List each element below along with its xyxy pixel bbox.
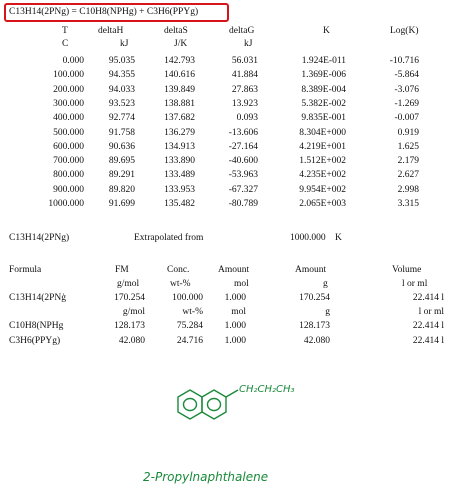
cell-dG: -67.327 (228, 184, 258, 195)
cell-logK: -1.269 (394, 98, 419, 109)
cell-T: 200.000 (53, 84, 84, 95)
cell-T: 300.000 (53, 98, 84, 109)
propyl-bond (226, 390, 238, 397)
cell-dH: 95.035 (108, 56, 135, 66)
cell-dH: 90.636 (108, 141, 135, 152)
cell-logK: -10.716 (389, 56, 419, 66)
cell-amount-g: 128.173 (299, 321, 330, 331)
cell-T: 400.000 (53, 113, 84, 124)
cell-K: 4.235E+002 (299, 170, 346, 181)
cell-dH: 89.291 (108, 170, 135, 181)
t2-header-conc: Conc. (167, 265, 190, 275)
col-header-logK: Log(K) (390, 26, 419, 36)
cell-dS: 133.890 (164, 156, 195, 167)
cell-K: 1.512E+002 (299, 156, 346, 167)
extrapolation-label: Extrapolated from (134, 233, 204, 243)
cell-dS: 137.682 (164, 113, 195, 124)
col-unit-deltaG: kJ (244, 39, 253, 49)
col-header-deltaG: deltaG (229, 26, 255, 36)
cell-volume: l or ml (418, 307, 444, 317)
t2-unit-volume: l or ml (402, 279, 428, 289)
col-unit-T: C (62, 39, 69, 49)
cell-dH: 89.695 (108, 156, 135, 167)
t2-header-amount-g: Amount (295, 265, 327, 275)
cell-amount-mol: 1.000 (224, 293, 246, 303)
naphthalene-ring-right (202, 390, 226, 419)
cell-volume: 22.414 l (412, 293, 444, 303)
t2-unit-fm: g/mol (117, 279, 140, 289)
cell-dG: 41.884 (231, 70, 258, 81)
aromatic-circle-right (208, 399, 221, 411)
cell-dG: 13.923 (231, 98, 258, 109)
cell-logK: 3.315 (397, 199, 419, 209)
cell-T: 600.000 (53, 141, 84, 152)
cell-dS: 136.279 (164, 127, 195, 138)
cell-logK: 2.998 (397, 184, 419, 195)
cell-T: 100.000 (53, 70, 84, 81)
t2-header-volume: Volume (392, 265, 422, 275)
cell-dH: 91.699 (108, 199, 135, 209)
cell-logK: -5.864 (394, 70, 419, 81)
cell-dS: 138.881 (164, 98, 195, 109)
cell-dH: 94.355 (108, 70, 135, 81)
col-unit-deltaH: kJ (120, 39, 129, 49)
cell-amount-g: 42.080 (303, 336, 330, 346)
cell-dH: 91.758 (108, 127, 135, 138)
compound-name-handwritten: 2-Propylnaphthalene (143, 470, 269, 484)
cell-fm: 42.080 (118, 336, 145, 346)
cell-logK: 1.625 (397, 141, 419, 152)
cell-dS: 142.793 (164, 56, 195, 66)
cell-K: 9.954E+002 (299, 184, 346, 195)
col-header-T: T (62, 26, 68, 36)
t2-header-formula: Formula (9, 265, 42, 275)
cell-volume: 22.414 l (412, 336, 444, 346)
naphthalene-ring-left (178, 390, 202, 419)
t2-unit-conc: wt-% (170, 279, 191, 289)
propyl-group-text: CH₂CH₂CH₃ (239, 384, 295, 395)
cell-amount-mol: 1.000 (224, 336, 246, 346)
cell-T: 500.000 (53, 127, 84, 138)
cell-dG: -53.963 (228, 170, 258, 181)
cell-dG: -27.164 (228, 141, 258, 152)
cell-dH: 93.523 (108, 98, 135, 109)
cell-dG: 27.863 (231, 84, 258, 95)
cell-dS: 134.913 (164, 141, 195, 152)
cell-K: 1.924E-011 (301, 56, 346, 66)
cell-T: 0.000 (62, 56, 84, 66)
cell-K: 2.065E+003 (299, 199, 346, 209)
cell-K: 8.304E+000 (299, 127, 346, 138)
cell-amount-mol: mol (231, 307, 246, 317)
cell-dS: 140.616 (164, 70, 195, 81)
cell-conc: 100.000 (172, 293, 203, 303)
cell-logK: 2.179 (397, 156, 419, 167)
cell-K: 5.382E-002 (301, 98, 346, 109)
cell-fm: g/mol (122, 307, 145, 317)
cell-dG: 0.093 (236, 113, 258, 124)
cell-T: 1000.000 (48, 199, 84, 209)
extrapolation-unit: K (335, 233, 342, 243)
cell-formula: C10H8(NPHg (9, 321, 64, 331)
cell-logK: 2.627 (397, 170, 419, 181)
cell-dH: 94.033 (108, 84, 135, 95)
cell-logK: -0.007 (394, 113, 419, 124)
cell-T: 700.000 (53, 156, 84, 167)
cell-dG: -80.789 (228, 199, 258, 209)
extrapolation-species: C13H14(2PNg) (9, 233, 70, 243)
cell-dG: 56.031 (231, 56, 258, 66)
cell-formula: C13H14(2PNġ (9, 293, 67, 303)
t2-header-amount-mol: Amount (218, 265, 250, 275)
cell-K: 4.219E+001 (299, 141, 346, 152)
t2-header-fm: FM (115, 265, 129, 275)
cell-volume: 22.414 l (412, 321, 444, 331)
col-header-deltaS: deltaS (164, 26, 188, 36)
cell-conc: 75.284 (176, 321, 203, 331)
cell-amount-g: 170.254 (299, 293, 330, 303)
cell-dS: 133.953 (164, 184, 195, 195)
col-unit-deltaS: J/K (174, 39, 188, 49)
cell-dH: 89.820 (108, 184, 135, 195)
cell-formula: C3H6(PPYg) (9, 336, 61, 346)
cell-T: 800.000 (53, 170, 84, 181)
cell-amount-mol: 1.000 (224, 321, 246, 331)
aromatic-circle-left (184, 399, 197, 411)
cell-dH: 92.774 (108, 113, 135, 124)
cell-dS: 139.849 (164, 84, 195, 95)
cell-K: 1.369E-006 (301, 70, 346, 81)
cell-fm: 128.173 (114, 321, 145, 331)
cell-dG: -40.600 (228, 156, 258, 167)
col-header-K: K (323, 26, 330, 36)
cell-conc: wt-% (182, 307, 203, 317)
cell-logK: 0.919 (397, 127, 419, 138)
cell-dS: 135.482 (164, 199, 195, 209)
t2-unit-mol: mol (234, 279, 249, 289)
cell-dS: 133.489 (164, 170, 195, 181)
cell-K: 9.835E-001 (301, 113, 346, 124)
reaction-equation: C13H14(2PNg) = C10H8(NPHg) + C3H6(PPYg) (9, 7, 199, 17)
cell-dG: -13.606 (228, 127, 258, 138)
cell-fm: 170.254 (114, 293, 145, 303)
cell-conc: 24.716 (176, 336, 203, 346)
cell-amount-g: g (325, 307, 330, 317)
extrapolation-value: 1000.000 (290, 233, 326, 243)
t2-unit-g: g (323, 279, 328, 289)
cell-T: 900.000 (53, 184, 84, 195)
cell-logK: -3.076 (394, 84, 419, 95)
cell-K: 8.389E-004 (301, 84, 346, 95)
col-header-deltaH: deltaH (98, 26, 124, 36)
